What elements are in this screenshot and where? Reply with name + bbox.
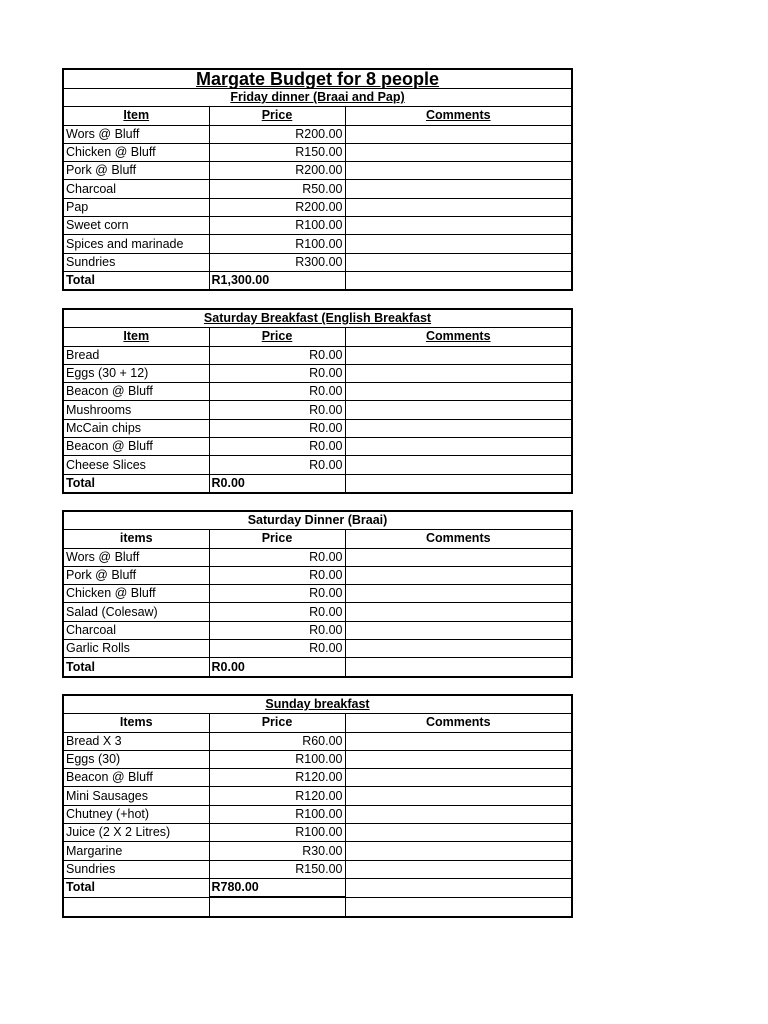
item-cell: Margarine [63,842,209,860]
comment-cell [345,548,572,566]
price-cell: R0.00 [209,566,345,584]
comment-cell [345,438,572,456]
comment-cell [345,271,572,290]
header-price: Price [209,107,345,125]
header-item: Item [63,107,209,125]
price-cell: R0.00 [209,346,345,364]
item-cell: Bread X 3 [63,732,209,750]
comment-cell [345,824,572,842]
total-row [63,271,572,290]
section-title: Friday dinner (Braai and Pap) [63,89,572,107]
item-cell: Sundries [63,860,209,878]
header-row [63,530,572,548]
price-cell: R0.00 [209,621,345,639]
item-cell: Beacon @ Bluff [63,438,209,456]
comment-cell [345,235,572,253]
item-cell: Mini Sausages [63,787,209,805]
header-comments: Comments [345,714,572,732]
item-cell: Eggs (30 + 12) [63,364,209,382]
comment-cell [345,787,572,805]
comment-cell [345,658,572,677]
price-cell: R0.00 [209,640,345,658]
saturday-dinner-section [62,510,571,678]
item-cell: Salad (Colesaw) [63,603,209,621]
header-price: Price [209,714,345,732]
comment-cell [345,383,572,401]
table-row [63,419,572,437]
table-row [63,566,572,584]
total-label: Total [63,271,209,290]
total-label: Total [63,658,209,677]
item-cell: McCain chips [63,419,209,437]
saturday-breakfast-table [62,308,573,494]
table-row [63,180,572,198]
empty-cell [345,897,572,916]
item-cell: Sweet corn [63,217,209,235]
price-cell: R100.00 [209,824,345,842]
item-cell: Charcoal [63,180,209,198]
comment-cell [345,401,572,419]
total-row [63,474,572,493]
section-title-row [63,695,572,714]
price-cell: R0.00 [209,383,345,401]
table-row [63,143,572,161]
item-cell: Beacon @ Bluff [63,383,209,401]
comment-cell [345,842,572,860]
comment-cell [345,346,572,364]
item-cell: Chicken @ Bluff [63,143,209,161]
item-cell: Mushrooms [63,401,209,419]
price-cell: R150.00 [209,143,345,161]
price-cell: R0.00 [209,603,345,621]
comment-cell [345,162,572,180]
table-row [63,383,572,401]
table-row [63,769,572,787]
table-row [63,235,572,253]
empty-cell [63,897,209,916]
price-cell: R200.00 [209,198,345,216]
price-cell: R0.00 [209,419,345,437]
price-cell: R30.00 [209,842,345,860]
header-price: Price [209,328,345,346]
header-item: Item [63,328,209,346]
comment-cell [345,180,572,198]
item-cell: Wors @ Bluff [63,125,209,143]
table-row [63,346,572,364]
table-row [63,364,572,382]
sunday-breakfast-section [62,694,571,918]
item-cell: Cheese Slices [63,456,209,474]
friday-dinner-section [62,68,571,291]
table-row [63,253,572,271]
total-value: R0.00 [209,474,345,493]
header-price: Price [209,530,345,548]
comment-cell [345,125,572,143]
table-row [63,198,572,216]
section-title: Saturday Breakfast (English Breakfast [63,309,572,328]
table-row [63,585,572,603]
price-cell: R0.00 [209,548,345,566]
comment-cell [345,640,572,658]
comment-cell [345,805,572,823]
item-cell: Chicken @ Bluff [63,585,209,603]
table-row [63,805,572,823]
saturday-dinner-table [62,510,573,678]
section-title: Saturday Dinner (Braai) [63,511,572,530]
header-comments: Comments [345,328,572,346]
comment-cell [345,750,572,768]
price-cell: R200.00 [209,125,345,143]
price-cell: R0.00 [209,438,345,456]
price-cell: R100.00 [209,217,345,235]
price-cell: R0.00 [209,401,345,419]
comment-cell [345,769,572,787]
price-cell: R0.00 [209,585,345,603]
header-row [63,714,572,732]
comment-cell [345,585,572,603]
item-cell: Bread [63,346,209,364]
comment-cell [345,621,572,639]
table-row [63,162,572,180]
item-cell: Juice (2 X 2 Litres) [63,824,209,842]
item-cell: Pork @ Bluff [63,566,209,584]
table-row [63,787,572,805]
empty-row [63,897,572,916]
total-label: Total [63,474,209,493]
table-row [63,548,572,566]
item-cell: Pap [63,198,209,216]
total-value: R780.00 [209,878,345,897]
price-cell: R100.00 [209,750,345,768]
sunday-breakfast-table [62,694,573,918]
comment-cell [345,474,572,493]
comment-cell [345,566,572,584]
total-row [63,878,572,897]
header-row [63,328,572,346]
price-cell: R300.00 [209,253,345,271]
friday-dinner-table [62,68,573,291]
total-value: R0.00 [209,658,345,677]
table-row [63,640,572,658]
comment-cell [345,860,572,878]
price-cell: R0.00 [209,456,345,474]
table-row [63,621,572,639]
price-cell: R0.00 [209,364,345,382]
section-title-row [63,511,572,530]
section-title-row [63,309,572,328]
comment-cell [345,732,572,750]
comment-cell [345,364,572,382]
table-row [63,125,572,143]
table-row [63,750,572,768]
main-title: Margate Budget for 8 people [63,69,572,89]
comment-cell [345,603,572,621]
header-item: Items [63,714,209,732]
table-row [63,842,572,860]
header-comments: Comments [345,107,572,125]
total-label: Total [63,878,209,897]
comment-cell [345,419,572,437]
table-row [63,603,572,621]
saturday-breakfast-section [62,308,571,494]
price-cell: R60.00 [209,732,345,750]
main-title-row [63,69,572,89]
item-cell: Charcoal [63,621,209,639]
price-cell: R100.00 [209,805,345,823]
comment-cell [345,198,572,216]
table-row [63,732,572,750]
comment-cell [345,143,572,161]
table-row [63,438,572,456]
item-cell: Garlic Rolls [63,640,209,658]
header-item: items [63,530,209,548]
price-cell: R150.00 [209,860,345,878]
table-row [63,456,572,474]
comment-cell [345,456,572,474]
item-cell: Eggs (30) [63,750,209,768]
comment-cell [345,253,572,271]
item-cell: Sundries [63,253,209,271]
comment-cell [345,217,572,235]
table-row [63,860,572,878]
price-cell: R100.00 [209,235,345,253]
item-cell: Pork @ Bluff [63,162,209,180]
item-cell: Wors @ Bluff [63,548,209,566]
total-value: R1,300.00 [209,271,345,290]
price-cell: R200.00 [209,162,345,180]
header-comments: Comments [345,530,572,548]
empty-cell [209,897,345,916]
total-row [63,658,572,677]
table-row [63,824,572,842]
price-cell: R120.00 [209,787,345,805]
header-row [63,107,572,125]
item-cell: Spices and marinade [63,235,209,253]
section-title-row [63,89,572,107]
price-cell: R120.00 [209,769,345,787]
section-title: Sunday breakfast [63,695,572,714]
item-cell: Beacon @ Bluff [63,769,209,787]
table-row [63,217,572,235]
price-cell: R50.00 [209,180,345,198]
comment-cell [345,878,572,897]
item-cell: Chutney (+hot) [63,805,209,823]
table-row [63,401,572,419]
